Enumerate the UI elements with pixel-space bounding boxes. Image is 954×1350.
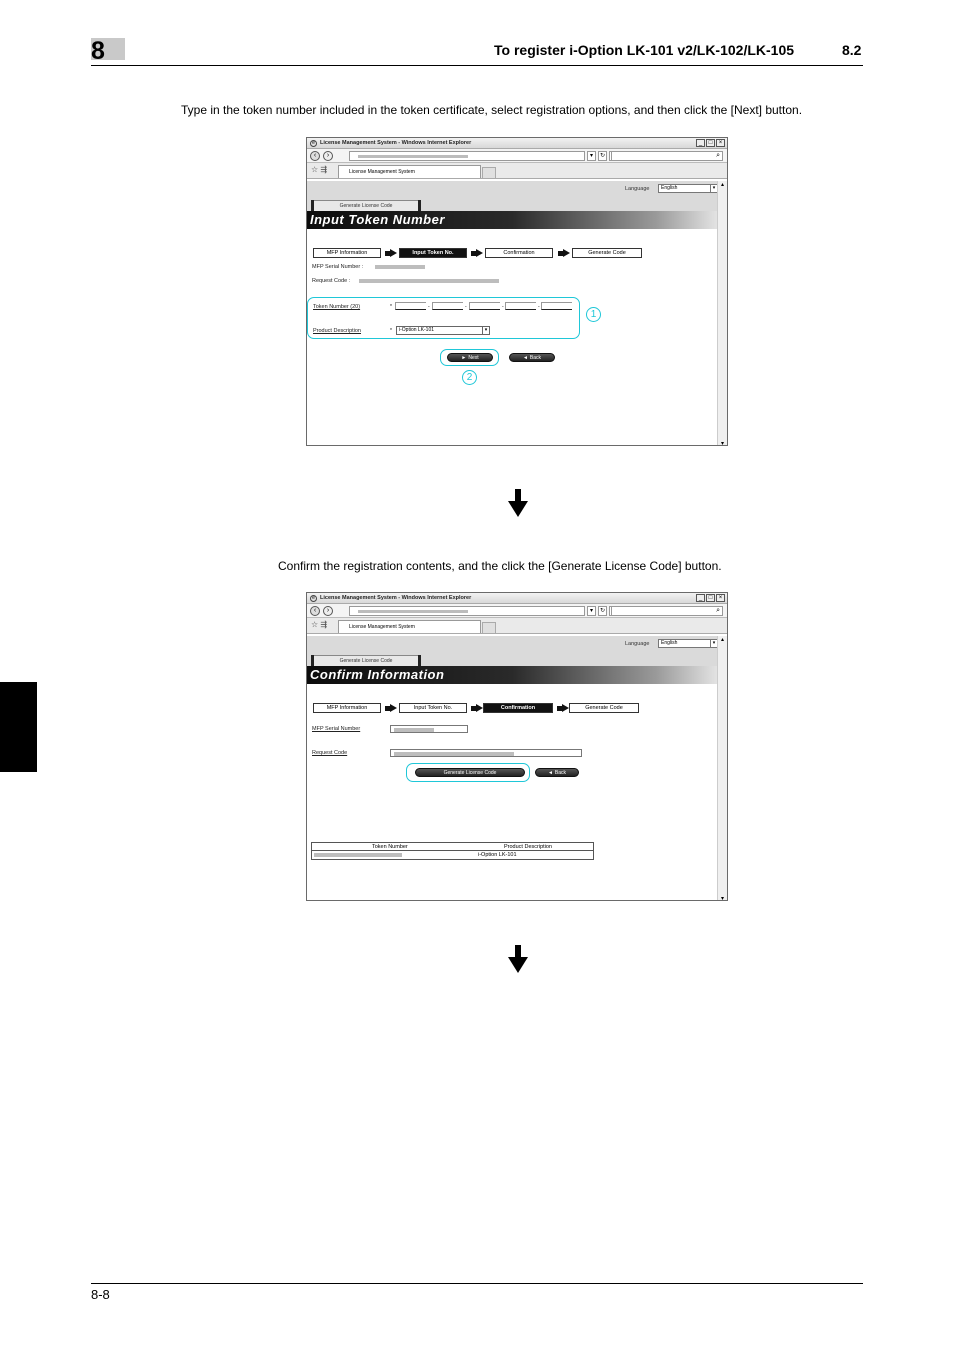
- language-label: Language: [625, 186, 650, 192]
- mfp-serial-value: [375, 265, 425, 269]
- chevron-down-icon: ▾: [710, 185, 717, 192]
- back-nav-icon[interactable]: ‹: [310, 151, 320, 161]
- address-bar: [307, 149, 727, 163]
- chevron-down-icon: ▾: [710, 640, 717, 647]
- token-number-value: [314, 853, 402, 857]
- callout-badge-1: 1: [586, 307, 601, 322]
- table-product-value: i-Option LK-101: [478, 852, 517, 858]
- page-content: [307, 636, 718, 901]
- vertical-scrollbar[interactable]: ▴ ▾: [717, 636, 727, 901]
- back-button[interactable]: ◄ Back: [535, 768, 579, 777]
- browser-tab[interactable]: License Management System: [338, 165, 481, 178]
- step-input-token: Input Token No.: [399, 703, 467, 713]
- forward-nav-icon[interactable]: ›: [323, 151, 333, 161]
- search-icon[interactable]: ⌕: [716, 152, 720, 159]
- arrow-right-icon: [385, 704, 397, 713]
- minimize-icon[interactable]: _: [696, 139, 705, 147]
- forward-nav-icon[interactable]: ›: [323, 606, 333, 616]
- browser-window-confirm: [306, 592, 728, 901]
- arrow-right-icon: [385, 249, 397, 258]
- page-title: Confirm Information: [310, 667, 445, 682]
- down-arrow-icon: [508, 945, 528, 975]
- chevron-down-icon: ▾: [482, 327, 489, 334]
- close-icon[interactable]: ×: [716, 139, 725, 147]
- progress-steps: [307, 248, 718, 260]
- language-label: Language: [625, 641, 650, 647]
- progress-steps: [307, 703, 718, 715]
- footer-rule: [91, 1283, 863, 1284]
- back-button[interactable]: ◄ Back: [509, 353, 555, 362]
- language-select[interactable]: English ▾: [658, 184, 718, 193]
- menu-tab-generate-license[interactable]: Generate License Code: [313, 200, 419, 211]
- window-titlebar: [307, 138, 727, 149]
- mfp-serial-field: [390, 725, 468, 733]
- section-number: 8.2: [842, 42, 862, 58]
- search-input[interactable]: [611, 151, 723, 161]
- close-icon[interactable]: ×: [716, 594, 725, 602]
- menu-tab-generate-license[interactable]: Generate License Code: [313, 655, 419, 666]
- step-generate-code: Generate Code: [569, 703, 639, 713]
- step-mfp-information: MFP Information: [313, 703, 381, 713]
- favorites-star-icon[interactable]: ☆ ⇶: [311, 165, 328, 174]
- tab-bar: [307, 163, 727, 179]
- arrow-right-icon: [471, 249, 483, 258]
- instruction-step-1: Type in the token number included in the token certificate, select registration options, and then click the [Next] button.: [181, 103, 803, 117]
- address-bar: [307, 604, 727, 618]
- page-number: 8-8: [91, 1287, 110, 1302]
- url-input[interactable]: [349, 151, 585, 161]
- new-tab[interactable]: [482, 167, 496, 178]
- step-confirmation: Confirmation: [485, 248, 553, 258]
- dropdown-icon[interactable]: ▾: [587, 151, 596, 161]
- new-tab[interactable]: [482, 622, 496, 633]
- request-code-field: [390, 749, 582, 757]
- favorites-star-icon[interactable]: ☆ ⇶: [311, 620, 328, 629]
- ie-icon: e: [310, 595, 317, 602]
- refresh-icon[interactable]: ↻: [599, 608, 606, 614]
- arrow-right-icon: [558, 249, 570, 258]
- mfp-serial-label: MFP Serial Number: [312, 726, 361, 732]
- request-code-label: Request Code :: [312, 278, 351, 284]
- request-code-value: [359, 279, 499, 283]
- callout-box-generate: [406, 763, 530, 782]
- mfp-serial-label: MFP Serial Number :: [312, 264, 364, 270]
- maximize-icon[interactable]: □: [706, 139, 715, 147]
- dropdown-icon[interactable]: ▾: [587, 606, 596, 616]
- request-code-label: Request Code: [312, 750, 348, 756]
- running-title: To register i-Option LK-101 v2/LK-102/LK-105: [494, 42, 795, 58]
- instruction-step-2: Confirm the registration contents, and the click the [Generate License Code] button.: [278, 559, 722, 573]
- url-input[interactable]: [349, 606, 585, 616]
- browser-tab[interactable]: License Management System: [338, 620, 481, 633]
- language-select[interactable]: English ▾: [658, 639, 718, 648]
- table-header-token: Token Number: [372, 844, 408, 850]
- vertical-scrollbar[interactable]: ▴ ▾: [717, 181, 727, 446]
- down-arrow-icon: [508, 489, 528, 519]
- search-input[interactable]: [611, 606, 723, 616]
- window-title: License Management System - Windows Internet Explorer: [320, 140, 472, 146]
- chapter-side-tab: [0, 682, 37, 772]
- token-number-label: Token Number (20): [313, 304, 361, 310]
- page-content: Language English ▾ Generate License Code Input Token Number MFP Information Input Token No. Confirmation Generate Code MFP Serial Number : Request Code : Token Number (20) * - - - - Product Description * i-Option LK-101 ▾ 1 ► Next ◄ Back 2: [307, 181, 718, 446]
- step-generate-code: Generate Code: [572, 248, 642, 258]
- search-icon[interactable]: ⌕: [716, 607, 720, 614]
- product-description-label: Product Description: [313, 328, 361, 334]
- browser-window-input-token: [306, 137, 728, 446]
- tab-bar: [307, 618, 727, 634]
- table-header-product: Product Description: [504, 844, 552, 850]
- step-input-token: Input Token No.: [399, 248, 467, 258]
- back-nav-icon[interactable]: ‹: [310, 606, 320, 616]
- window-title: License Management System - Windows Internet Explorer: [320, 595, 472, 601]
- table-row: [312, 851, 593, 859]
- generate-license-code-button[interactable]: Generate License Code: [415, 768, 525, 777]
- chapter-number: 8: [91, 37, 105, 65]
- callout-box-1: [307, 297, 580, 339]
- maximize-icon[interactable]: □: [706, 594, 715, 602]
- callout-badge-2: 2: [462, 370, 477, 385]
- next-button[interactable]: ► Next: [447, 353, 493, 362]
- product-description-select[interactable]: i-Option LK-101 ▾: [396, 326, 490, 335]
- refresh-icon[interactable]: ↻: [599, 153, 606, 159]
- arrow-right-icon: [557, 704, 569, 713]
- window-titlebar: [307, 593, 727, 604]
- minimize-icon[interactable]: _: [696, 594, 705, 602]
- header-rule: [91, 65, 863, 66]
- step-mfp-information: MFP Information: [313, 248, 381, 258]
- callout-box-2: [440, 349, 499, 366]
- arrow-right-icon: [471, 704, 483, 713]
- page-title: Input Token Number: [310, 212, 445, 227]
- step-confirmation: Confirmation: [483, 703, 553, 713]
- ie-icon: e: [310, 140, 317, 147]
- registration-table: [311, 842, 594, 860]
